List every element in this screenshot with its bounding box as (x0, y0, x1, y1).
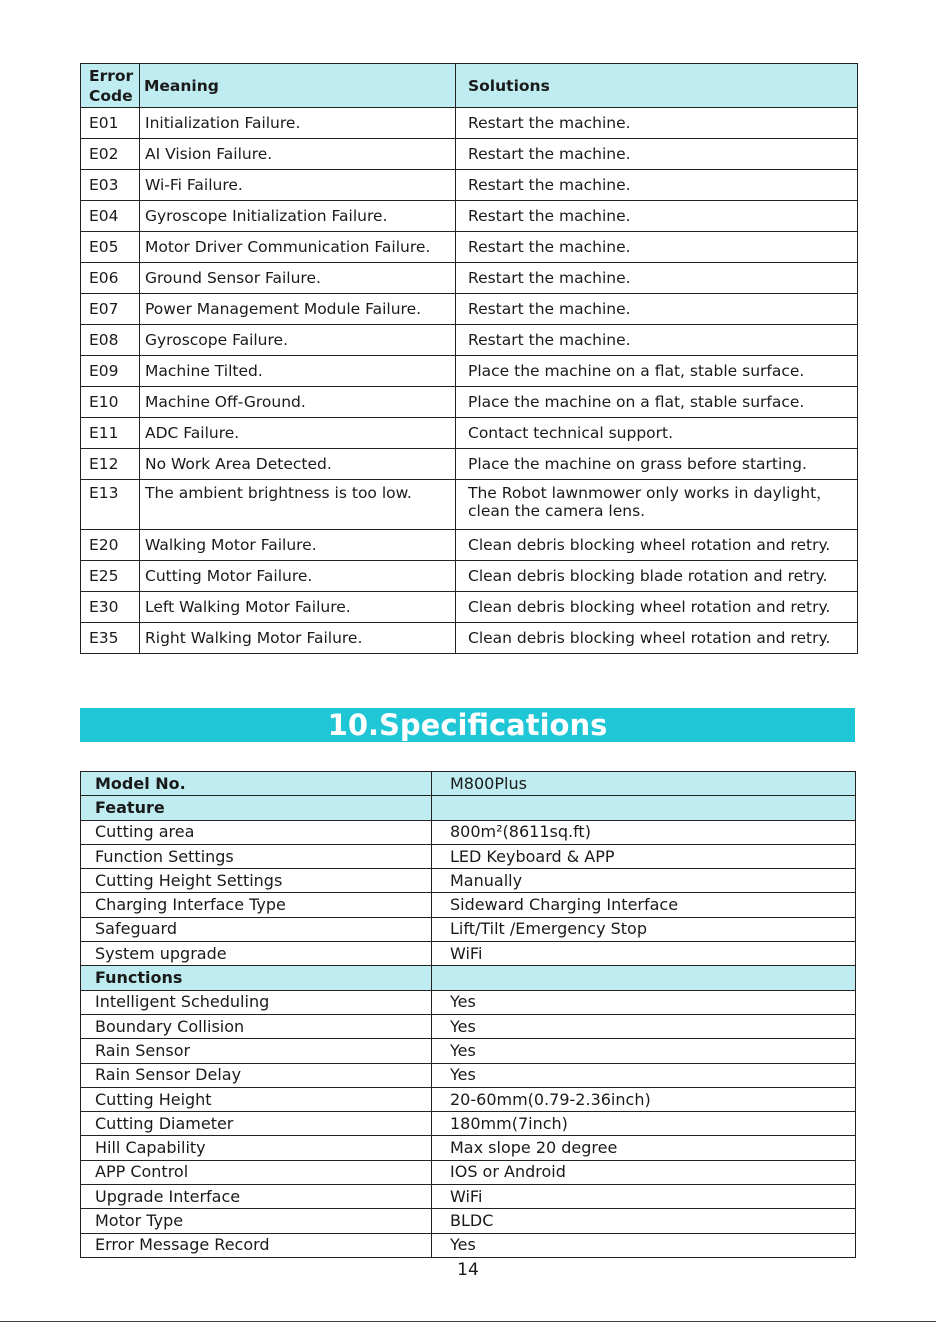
error-code-cell: E01 (81, 108, 140, 139)
error-code-cell: E20 (81, 530, 140, 561)
spec-table-row (81, 966, 856, 990)
spec-value-cell: Yes (432, 1039, 856, 1063)
error-meaning-cell: Walking Motor Failure. (140, 530, 456, 561)
error-code-cell: E04 (81, 201, 140, 232)
error-code-cell: E07 (81, 294, 140, 325)
error-code-cell: E10 (81, 387, 140, 418)
spec-label-cell: Model No. (81, 772, 432, 796)
error-solution-cell: Restart the machine. (456, 232, 858, 263)
spec-table-row (81, 1112, 856, 1136)
error-solution-cell: Clean debris blocking blade rotation and retry. (456, 561, 858, 592)
spec-table-row (81, 893, 856, 917)
spec-value-cell: LED Keyboard & APP (432, 844, 856, 868)
error-solution-cell: Place the machine on a flat, stable surface. (456, 387, 858, 418)
error-meaning-cell: Ground Sensor Failure. (140, 263, 456, 294)
error-solution-cell: Restart the machine. (456, 139, 858, 170)
spec-label-cell: Feature (81, 796, 432, 820)
error-code-cell: E06 (81, 263, 140, 294)
spec-label-cell: Cutting Diameter (81, 1112, 432, 1136)
spec-value-cell: Yes (432, 990, 856, 1014)
spec-table-row (81, 1014, 856, 1038)
error-code-cell: E25 (81, 561, 140, 592)
spec-table-row (81, 1209, 856, 1233)
error-code-cell: E08 (81, 325, 140, 356)
spec-value-cell: WiFi (432, 1185, 856, 1209)
spec-label-cell: Motor Type (81, 1209, 432, 1233)
spec-label-cell: Cutting area (81, 820, 432, 844)
error-solution-cell: Place the machine on a flat, stable surface. (456, 356, 858, 387)
error-table-header-row (81, 64, 858, 108)
spec-table-row (81, 1233, 856, 1257)
error-table-row (81, 108, 858, 139)
spec-label-cell: Function Settings (81, 844, 432, 868)
error-solution-cell: The Robot lawnmower only works in daylight， clean the camera lens. (456, 480, 858, 530)
spec-label-cell: Intelligent Scheduling (81, 990, 432, 1014)
error-code-cell: E11 (81, 418, 140, 449)
error-table-row (81, 387, 858, 418)
specifications-table (80, 771, 856, 1258)
error-table-row (81, 232, 858, 263)
error-table-row (81, 530, 858, 561)
error-solution-cell: Restart the machine. (456, 170, 858, 201)
spec-label-cell: Error Message Record (81, 1233, 432, 1257)
error-table-row (81, 294, 858, 325)
spec-table-row (81, 820, 856, 844)
spec-table-row (81, 772, 856, 796)
page-number: 14 (457, 1260, 479, 1280)
error-code-cell: E30 (81, 592, 140, 623)
spec-value-cell: Manually (432, 869, 856, 893)
error-meaning-cell: Gyroscope Failure. (140, 325, 456, 356)
spec-table-row (81, 1039, 856, 1063)
spec-value-cell: BLDC (432, 1209, 856, 1233)
error-code-cell: E05 (81, 232, 140, 263)
spec-table-row (81, 990, 856, 1014)
error-table-row (81, 480, 858, 530)
error-meaning-cell: Right Walking Motor Failure. (140, 623, 456, 654)
error-meaning-cell: AI Vision Failure. (140, 139, 456, 170)
header-meaning: Meaning (140, 64, 456, 108)
error-code-cell: E13 (81, 480, 140, 530)
spec-label-cell: Cutting Height (81, 1087, 432, 1111)
header-solutions: Solutions (456, 64, 858, 108)
error-meaning-cell: Gyroscope Initialization Failure. (140, 201, 456, 232)
spec-table-row (81, 1063, 856, 1087)
error-code-cell: E12 (81, 449, 140, 480)
error-table-row (81, 592, 858, 623)
bottom-divider (0, 1321, 936, 1322)
spec-value-cell: 800m²(8611sq.ft) (432, 820, 856, 844)
error-solution-cell: Contact technical support. (456, 418, 858, 449)
spec-label-cell: Cutting Height Settings (81, 869, 432, 893)
spec-table-row (81, 844, 856, 868)
spec-label-cell: System upgrade (81, 942, 432, 966)
spec-value-cell: Yes (432, 1014, 856, 1038)
error-table-row (81, 170, 858, 201)
spec-label-cell: Rain Sensor (81, 1039, 432, 1063)
error-meaning-cell: Left Walking Motor Failure. (140, 592, 456, 623)
error-code-cell: E03 (81, 170, 140, 201)
spec-label-cell: Hill Capability (81, 1136, 432, 1160)
error-table-row (81, 201, 858, 232)
spec-label-cell: APP Control (81, 1160, 432, 1184)
error-meaning-cell: Machine Tilted. (140, 356, 456, 387)
error-meaning-cell: Cutting Motor Failure. (140, 561, 456, 592)
spec-label-cell: Charging Interface Type (81, 893, 432, 917)
header-error-code: Error Code (81, 64, 140, 108)
error-meaning-cell: Wi-Fi Failure. (140, 170, 456, 201)
spec-table-row (81, 1136, 856, 1160)
error-table-row (81, 449, 858, 480)
spec-value-cell (432, 796, 856, 820)
spec-value-cell: Lift/Tilt /Emergency Stop (432, 917, 856, 941)
spec-label-cell: Boundary Collision (81, 1014, 432, 1038)
spec-table-row (81, 1185, 856, 1209)
error-table-row (81, 623, 858, 654)
error-code-cell: E09 (81, 356, 140, 387)
error-meaning-cell: Motor Driver Communication Failure. (140, 232, 456, 263)
error-solution-cell: Clean debris blocking wheel rotation and retry. (456, 592, 858, 623)
error-table-row (81, 263, 858, 294)
error-meaning-cell: Machine Off-Ground. (140, 387, 456, 418)
spec-value-cell: Max slope 20 degree (432, 1136, 856, 1160)
error-meaning-cell: No Work Area Detected. (140, 449, 456, 480)
error-code-table (80, 63, 858, 654)
error-code-cell: E02 (81, 139, 140, 170)
error-solution-cell: Restart the machine. (456, 294, 858, 325)
error-meaning-cell: Initialization Failure. (140, 108, 456, 139)
error-solution-cell: Place the machine on grass before starting. (456, 449, 858, 480)
spec-label-cell: Rain Sensor Delay (81, 1063, 432, 1087)
spec-value-cell: M800Plus (432, 772, 856, 796)
error-solution-cell: Clean debris blocking wheel rotation and retry. (456, 530, 858, 561)
spec-value-cell: Yes (432, 1233, 856, 1257)
spec-value-cell: WiFi (432, 942, 856, 966)
error-solution-cell: Clean debris blocking wheel rotation and retry. (456, 623, 858, 654)
spec-table-row (81, 796, 856, 820)
spec-label-cell: Upgrade Interface (81, 1185, 432, 1209)
error-code-cell: E35 (81, 623, 140, 654)
error-solution-cell: Restart the machine. (456, 263, 858, 294)
spec-value-cell: IOS or Android (432, 1160, 856, 1184)
spec-table-row (81, 1087, 856, 1111)
error-meaning-cell: ADC Failure. (140, 418, 456, 449)
spec-table-row (81, 942, 856, 966)
spec-table-row (81, 869, 856, 893)
error-meaning-cell: The ambient brightness is too low. (140, 480, 456, 530)
spec-value-cell: Sideward Charging Interface (432, 893, 856, 917)
spec-value-cell (432, 966, 856, 990)
error-solution-cell: Restart the machine. (456, 108, 858, 139)
section-title: 10.Specifications (80, 708, 855, 742)
error-table-row (81, 325, 858, 356)
spec-table-row (81, 917, 856, 941)
spec-label-cell: Safeguard (81, 917, 432, 941)
error-table-row (81, 356, 858, 387)
spec-value-cell: Yes (432, 1063, 856, 1087)
spec-label-cell: Functions (81, 966, 432, 990)
error-solution-cell: Restart the machine. (456, 201, 858, 232)
error-table-row (81, 418, 858, 449)
spec-table-row (81, 1160, 856, 1184)
spec-value-cell: 180mm(7inch) (432, 1112, 856, 1136)
error-table-row (81, 139, 858, 170)
error-meaning-cell: Power Management Module Failure. (140, 294, 456, 325)
error-table-row (81, 561, 858, 592)
error-solution-cell: Restart the machine. (456, 325, 858, 356)
spec-value-cell: 20-60mm(0.79-2.36inch) (432, 1087, 856, 1111)
